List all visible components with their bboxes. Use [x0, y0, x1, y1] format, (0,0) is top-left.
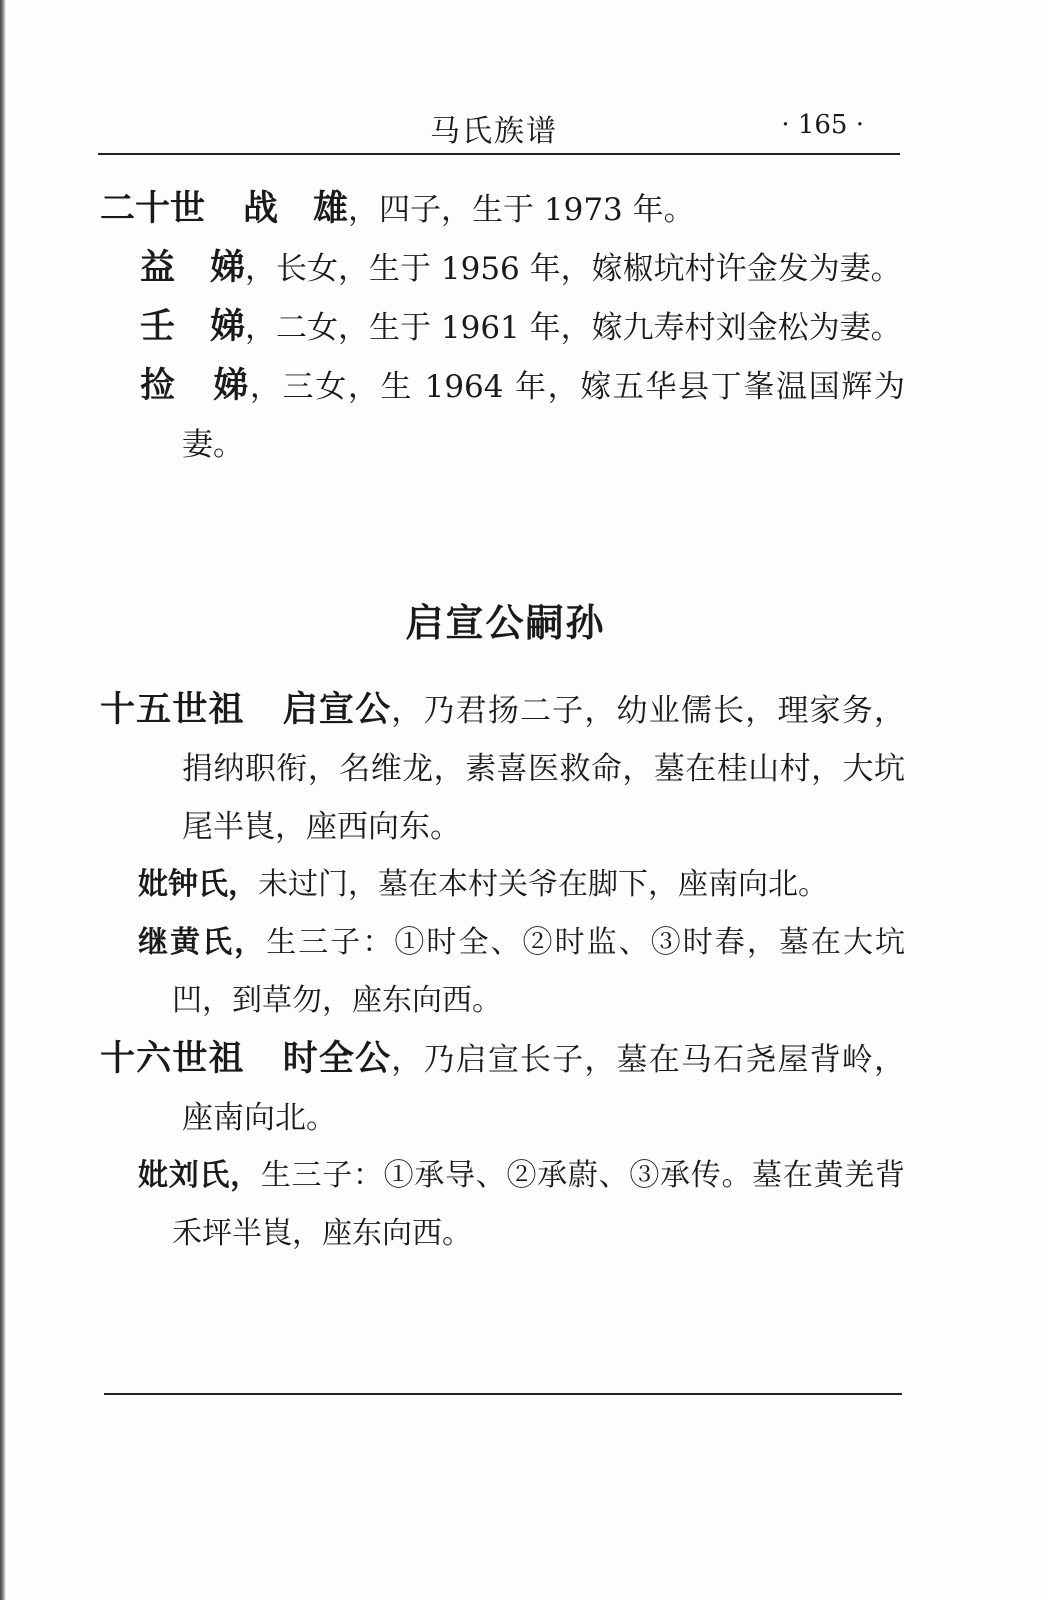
spouse-name: 继黄氏，	[138, 925, 267, 960]
person-name: 启宣公	[282, 690, 392, 730]
entry-text: 未过门，墓在本村关爷在脚下，座南向北。	[258, 867, 828, 902]
book-spine-shadow	[0, 0, 6, 1600]
generation-label: 十六世祖	[100, 1039, 245, 1079]
header-title: 马氏族谱	[430, 114, 558, 149]
generation-label: 二十世	[100, 189, 206, 229]
spouse-name: 妣刘氏，	[138, 1158, 261, 1193]
genealogy-text	[100, 180, 905, 1263]
entry-text: ，四子，生于 1973 年。	[348, 192, 695, 228]
generation-label: 十五世祖	[100, 690, 245, 730]
entry-generation-20	[100, 180, 905, 239]
entry-text: ，乃启宣长子，墓在马石尧屋背岭，座南向北。	[182, 1042, 905, 1136]
entry-text: ，乃君扬二子，幼业儒长，理家务，捐纳职衔，名维龙，素喜医救命，墓在桂山村，大坑尾半崀，座西向东。	[182, 693, 905, 845]
footer-rule	[104, 1393, 902, 1395]
entry-text: ，二女，生于 1961 年，嫁九寿村刘金松为妻。	[245, 310, 902, 346]
entry-generation-15	[100, 681, 905, 856]
header-rule	[98, 153, 900, 155]
entry-daughter-1	[100, 239, 905, 298]
person-name: 壬 娣	[140, 307, 246, 347]
running-header	[100, 100, 900, 156]
entry-spouse	[100, 856, 905, 914]
entry-spouse	[100, 914, 905, 1030]
entry-daughter-3	[100, 357, 905, 474]
page-number: · 165 ·	[781, 110, 864, 140]
entry-text: ，长女，生于 1956 年，嫁椒坑村许金发为妻。	[245, 251, 902, 287]
entry-text: ，三女，生 1964 年，嫁五华县丁峯温国辉为妻。	[182, 369, 905, 463]
person-name: 战 雄	[243, 189, 349, 229]
entry-generation-16	[100, 1030, 905, 1147]
entry-spouse	[100, 1147, 905, 1263]
entry-daughter-2	[100, 298, 905, 357]
person-name: 捡 娣	[140, 366, 250, 406]
spouse-name: 妣钟氏，	[138, 867, 258, 902]
person-name: 时全公	[282, 1039, 392, 1079]
entry-text: 生三子：①时全、②时监、③时春，墓在大坑凹，到草勿，座东向西。	[172, 925, 906, 1018]
entry-text: 生三子：①承导、②承蔚、③承传。墓在黄羌背禾坪半崀，座东向西。	[172, 1158, 906, 1251]
person-name: 益 娣	[140, 248, 246, 288]
section-title: 启宣公嗣孙	[405, 601, 606, 645]
